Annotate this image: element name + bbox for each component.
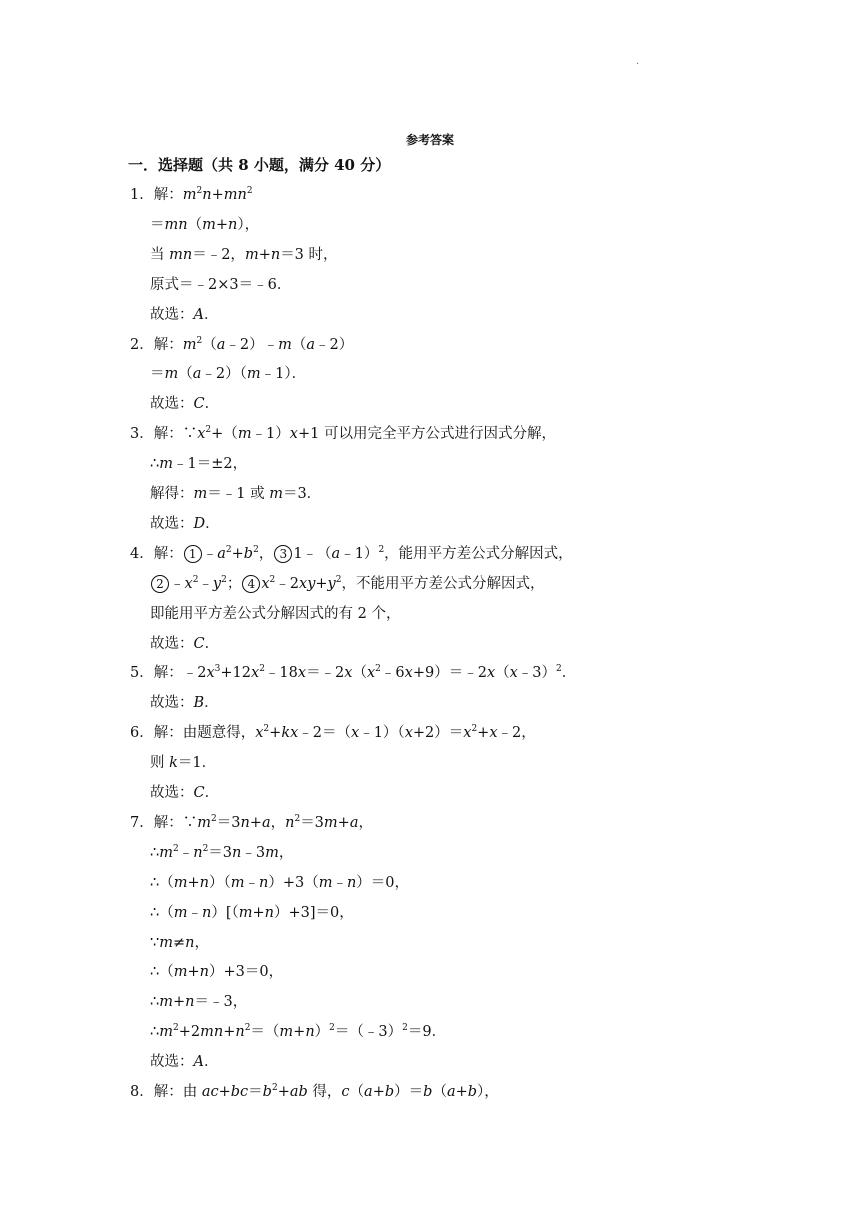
text-run: ＝﹣2， bbox=[192, 247, 245, 263]
exponent: 2 bbox=[172, 1023, 179, 1033]
math-variable: n bbox=[264, 905, 274, 921]
math-variable: y bbox=[212, 576, 222, 592]
text-run: （ bbox=[178, 366, 193, 382]
answer-3-line bbox=[150, 454, 247, 474]
math-variable: n bbox=[270, 247, 281, 263]
text-run: ）+3（ bbox=[268, 875, 319, 891]
exponent: 2 bbox=[210, 814, 217, 824]
text-run: ＝1． bbox=[177, 755, 217, 771]
math-variable: x bbox=[486, 665, 496, 681]
math-variable: n bbox=[258, 875, 269, 891]
math-variable: b bbox=[423, 1084, 433, 1100]
math-variable: m bbox=[202, 217, 216, 233]
text-run: ）+3]＝0， bbox=[274, 905, 354, 921]
math-variable: m bbox=[318, 875, 333, 891]
answer-6-line bbox=[150, 753, 216, 773]
text-run: ﹣1） bbox=[340, 546, 379, 562]
answer-4-line bbox=[150, 634, 219, 654]
exponent: 2 bbox=[375, 664, 381, 674]
text-run: +2）＝ bbox=[412, 725, 464, 741]
text-run: + bbox=[252, 905, 265, 921]
text-run: ﹣2）（ bbox=[201, 366, 247, 382]
math-variable: n bbox=[228, 217, 238, 233]
answer-7-line bbox=[150, 1022, 446, 1042]
answer-number: 4． bbox=[130, 546, 154, 562]
text-run: + bbox=[211, 187, 224, 203]
exponent: 2 bbox=[246, 186, 253, 196]
math-variable: B bbox=[193, 695, 205, 711]
math-variable: n bbox=[346, 875, 357, 891]
text-run: ）＝0， bbox=[356, 875, 410, 891]
math-variable: mn bbox=[200, 1024, 224, 1040]
math-variable: m bbox=[173, 905, 188, 921]
text-run: ﹣1）（ bbox=[359, 725, 405, 741]
text-run: ， bbox=[278, 845, 294, 861]
answer-number: 3． bbox=[130, 426, 154, 442]
text-run: 故选： bbox=[150, 636, 194, 652]
text-run: 故选： bbox=[150, 516, 194, 532]
text-run: ． bbox=[203, 1054, 219, 1070]
math-variable: x bbox=[351, 725, 360, 741]
page-title: 参考答案 bbox=[405, 133, 454, 147]
exponent: 2 bbox=[225, 545, 232, 555]
text-run: ，不能用平方差公式分解因式， bbox=[341, 576, 545, 592]
text-run: ）（ bbox=[208, 875, 231, 891]
math-variable: x bbox=[255, 725, 264, 741]
text-run: 原式＝﹣2×3＝﹣6． bbox=[150, 277, 292, 293]
math-variable: mn bbox=[169, 247, 193, 263]
text-run: ＝ bbox=[248, 1084, 263, 1100]
math-variable: b bbox=[243, 546, 254, 562]
text-run: ∴ bbox=[150, 456, 160, 472]
text-run: + bbox=[231, 546, 244, 562]
math-variable: m bbox=[159, 845, 173, 861]
text-run: ﹣ bbox=[202, 546, 218, 562]
text-run: ﹣6 bbox=[380, 665, 405, 681]
math-variable: a bbox=[446, 1084, 456, 1100]
text-run: ∴（ bbox=[150, 964, 174, 980]
math-variable: ab bbox=[289, 1084, 308, 1100]
text-run: ）， bbox=[237, 217, 260, 233]
math-variable: m bbox=[269, 486, 283, 502]
math-variable: b bbox=[384, 1084, 395, 1100]
text-run: ； bbox=[226, 576, 242, 592]
text-run: ﹣ bbox=[332, 875, 347, 891]
text-run: + bbox=[223, 1024, 236, 1040]
text-run: 故选： bbox=[150, 1054, 194, 1070]
math-variable: a bbox=[192, 366, 202, 382]
math-variable: x bbox=[197, 426, 206, 442]
text-run: ＝3 bbox=[300, 815, 324, 831]
text-run: + bbox=[215, 217, 228, 233]
text-run: + bbox=[455, 1084, 468, 1100]
text-run: ﹣2）﹣ bbox=[225, 337, 279, 353]
answer-number: 6． bbox=[130, 725, 154, 741]
text-run: （ bbox=[202, 337, 217, 353]
math-variable: n bbox=[235, 1024, 245, 1040]
math-variable: x bbox=[206, 665, 215, 681]
text-run: ）[（ bbox=[211, 905, 239, 921]
text-run: 得， bbox=[307, 1084, 342, 1100]
text-run: （ bbox=[291, 337, 307, 353]
exponent: 2 bbox=[192, 575, 199, 585]
answer-1-line bbox=[150, 215, 259, 235]
math-variable: mn bbox=[223, 187, 247, 203]
math-variable: x bbox=[509, 665, 518, 681]
exponent: 2 bbox=[378, 545, 385, 555]
text-run: +（ bbox=[211, 426, 238, 442]
text-run: ≠ bbox=[172, 935, 186, 951]
exponent: 2 bbox=[196, 336, 203, 346]
math-variable: m bbox=[278, 337, 292, 353]
text-run: ∴（ bbox=[150, 905, 174, 921]
text-run: ∴ bbox=[150, 1024, 160, 1040]
math-variable: x bbox=[251, 665, 260, 681]
exponent: 2 bbox=[244, 1023, 251, 1033]
text-run: ﹣1） bbox=[251, 426, 290, 442]
text-run: 解： bbox=[153, 187, 183, 203]
text-run: ＝3． bbox=[282, 486, 322, 502]
text-run: 解： bbox=[153, 546, 183, 562]
text-run: 解：由题意得， bbox=[153, 725, 256, 741]
exponent: 2 bbox=[259, 664, 265, 674]
answer-3-line bbox=[150, 484, 321, 504]
text-run: ∴ bbox=[150, 845, 160, 861]
math-variable: a bbox=[331, 546, 341, 562]
math-variable: n bbox=[185, 935, 195, 951]
math-variable: b bbox=[262, 1084, 272, 1100]
text-run: +1 可以用完全平方公式进行因式分解， bbox=[297, 426, 556, 442]
text-run: +12 bbox=[220, 665, 251, 681]
text-run: 故选： bbox=[150, 396, 194, 412]
text-run: 则 bbox=[150, 755, 170, 771]
answer-7-line bbox=[150, 962, 283, 982]
math-variable: y bbox=[327, 576, 336, 592]
math-variable: m bbox=[237, 426, 252, 442]
math-variable: b bbox=[467, 1084, 478, 1100]
text-run: ﹣2 bbox=[275, 576, 300, 592]
answer-7-first-line bbox=[130, 813, 373, 833]
answer-7-line bbox=[150, 992, 247, 1012]
answer-2-line bbox=[150, 364, 306, 384]
text-run: ，能用平方差公式分解因式， bbox=[384, 546, 573, 562]
text-run: （ bbox=[432, 1084, 447, 1100]
circled-number: 3 bbox=[274, 545, 292, 563]
text-run: ， bbox=[194, 935, 209, 951]
text-run: ﹣ bbox=[187, 905, 202, 921]
text-run: ＝﹣3， bbox=[194, 994, 248, 1010]
text-run: ﹣ bbox=[178, 845, 194, 861]
text-run: 故选： bbox=[150, 307, 194, 323]
text-run: ∴（ bbox=[150, 875, 174, 891]
exponent: 2 bbox=[402, 1023, 408, 1033]
math-variable: x bbox=[366, 665, 376, 681]
math-variable: D bbox=[193, 516, 206, 532]
answer-7-line bbox=[150, 903, 354, 923]
text-run: ） bbox=[314, 1024, 330, 1040]
math-variable: a bbox=[216, 337, 226, 353]
math-variable: bc bbox=[230, 1084, 249, 1100]
text-run: （ bbox=[349, 1084, 365, 1100]
answer-number: 1． bbox=[130, 187, 154, 203]
text-run: ， bbox=[358, 815, 373, 831]
math-variable: a bbox=[306, 337, 316, 353]
answer-number: 8． bbox=[130, 1084, 154, 1100]
text-run: ﹣1＝±2， bbox=[172, 456, 248, 472]
math-variable: m bbox=[246, 366, 261, 382]
math-variable: xy bbox=[299, 576, 316, 592]
math-variable: n bbox=[202, 187, 212, 203]
answer-5-first-line bbox=[130, 663, 576, 683]
text-run: ． bbox=[204, 695, 219, 711]
answer-6-line bbox=[150, 783, 219, 803]
text-run: ﹣3 bbox=[241, 845, 266, 861]
exponent: 2 bbox=[294, 814, 301, 824]
math-variable: m bbox=[244, 247, 259, 263]
answer-8-first-line bbox=[130, 1082, 499, 1102]
text-run: ＝ bbox=[150, 366, 165, 382]
text-run: + bbox=[269, 725, 282, 741]
text-run: 解：∵ bbox=[153, 815, 198, 831]
math-variable: m bbox=[164, 366, 179, 382]
exponent: 3 bbox=[214, 664, 221, 674]
math-variable: n bbox=[199, 875, 209, 891]
math-variable: n bbox=[201, 905, 212, 921]
answer-7-line bbox=[150, 1052, 218, 1072]
math-variable: m bbox=[230, 875, 245, 891]
text-run: ）， bbox=[477, 1084, 499, 1100]
math-variable: x bbox=[489, 725, 498, 741]
exponent: 2 bbox=[556, 664, 562, 674]
math-variable: n bbox=[232, 845, 242, 861]
answer-5-line bbox=[150, 693, 219, 713]
text-run: ∵ bbox=[150, 935, 160, 951]
text-run: ＝3 bbox=[216, 815, 241, 831]
text-run: 解： bbox=[153, 337, 183, 353]
math-variable: x bbox=[184, 576, 193, 592]
text-run: ﹣2， bbox=[497, 725, 536, 741]
math-variable: m bbox=[182, 337, 197, 353]
answer-4-first-line bbox=[130, 544, 573, 564]
math-variable: C bbox=[193, 785, 205, 801]
math-variable: c bbox=[341, 1084, 350, 1100]
text-run: ﹣ bbox=[244, 875, 259, 891]
text-run: ﹣1）． bbox=[260, 366, 307, 382]
answer-7-line bbox=[150, 933, 209, 953]
text-run: 当 bbox=[150, 247, 170, 263]
math-variable: C bbox=[193, 396, 205, 412]
text-run: ， bbox=[258, 546, 274, 562]
text-run: ． bbox=[203, 307, 219, 323]
text-run: + bbox=[315, 576, 328, 592]
math-variable: x bbox=[261, 576, 270, 592]
math-variable: A bbox=[193, 307, 204, 323]
text-run: ﹣2＝（ bbox=[298, 725, 352, 741]
answer-7-line bbox=[150, 843, 293, 863]
text-run: 1﹣（ bbox=[293, 546, 332, 562]
math-variable: mn bbox=[164, 217, 188, 233]
text-run: ＝（ bbox=[250, 1024, 280, 1040]
text-run: ． bbox=[205, 516, 220, 532]
text-run: + bbox=[258, 247, 271, 263]
text-run: ＝9． bbox=[407, 1024, 447, 1040]
answer-6-first-line bbox=[130, 723, 536, 743]
text-run: + bbox=[249, 815, 262, 831]
answer-number: 2． bbox=[130, 337, 154, 353]
text-run: ﹣ bbox=[198, 576, 213, 592]
text-run: 解：由 bbox=[153, 1084, 202, 1100]
text-run: +9）＝﹣2 bbox=[412, 665, 487, 681]
math-variable: m bbox=[197, 815, 211, 831]
math-variable: m bbox=[159, 935, 173, 951]
text-run: 解：∵ bbox=[153, 426, 198, 442]
exponent: 2 bbox=[329, 1023, 335, 1033]
text-run: 解：﹣2 bbox=[153, 665, 207, 681]
exponent: 2 bbox=[202, 844, 209, 854]
text-run: + bbox=[187, 964, 200, 980]
answer-4-line bbox=[150, 604, 400, 624]
text-run: +2 bbox=[178, 1024, 201, 1040]
text-run: 解得： bbox=[150, 486, 194, 502]
math-variable: kx bbox=[281, 725, 299, 741]
exponent: 2 bbox=[196, 186, 203, 196]
exponent: 2 bbox=[271, 1083, 278, 1093]
text-run: ， bbox=[270, 815, 286, 831]
math-variable: x bbox=[297, 665, 307, 681]
math-variable: n bbox=[285, 815, 295, 831]
answer-7-line bbox=[150, 873, 409, 893]
math-variable: x bbox=[344, 665, 353, 681]
math-variable: a bbox=[349, 815, 359, 831]
text-run: ＝3 时， bbox=[280, 247, 338, 263]
text-run: ． bbox=[204, 396, 220, 412]
answer-1-line bbox=[150, 305, 218, 325]
text-run: + bbox=[172, 994, 186, 1010]
exponent: 2 bbox=[221, 575, 227, 585]
circled-number: 4 bbox=[242, 575, 260, 593]
text-run: 故选： bbox=[150, 695, 194, 711]
text-run: + bbox=[218, 1084, 231, 1100]
text-run: ）＝ bbox=[394, 1084, 424, 1100]
page-corner-dot: . bbox=[636, 56, 640, 67]
answer-4-line bbox=[150, 574, 544, 594]
math-variable: m bbox=[159, 456, 173, 472]
answer-2-first-line bbox=[130, 335, 353, 355]
text-run: + bbox=[293, 1024, 306, 1040]
text-run: ﹣18 bbox=[264, 665, 298, 681]
text-run: 即能用平方差公式分解因式的有 2 个， bbox=[150, 606, 401, 622]
exponent: 2 bbox=[253, 545, 259, 555]
exponent: 2 bbox=[335, 575, 342, 585]
exponent: 2 bbox=[269, 575, 276, 585]
text-run: ﹣3） bbox=[517, 665, 557, 681]
text-run: ＝﹣1 或 bbox=[207, 486, 270, 502]
answer-number: 7． bbox=[130, 815, 154, 831]
math-variable: m bbox=[173, 964, 188, 980]
math-variable: n bbox=[193, 845, 203, 861]
text-run: ∴ bbox=[150, 994, 160, 1010]
text-run: ﹣2） bbox=[315, 337, 354, 353]
text-run: （ bbox=[187, 217, 203, 233]
answer-3-first-line bbox=[130, 424, 556, 444]
text-run: （ bbox=[352, 665, 367, 681]
text-run: ＝﹣2 bbox=[306, 665, 345, 681]
math-variable: a bbox=[217, 546, 226, 562]
text-run: + bbox=[277, 1084, 290, 1100]
text-run: + bbox=[477, 725, 490, 741]
math-variable: x bbox=[463, 725, 472, 741]
math-variable: m bbox=[193, 486, 208, 502]
math-variable: n bbox=[305, 1024, 315, 1040]
math-variable: x bbox=[404, 725, 413, 741]
text-run: + bbox=[372, 1084, 385, 1100]
text-run: ． bbox=[561, 665, 577, 681]
text-run: + bbox=[337, 815, 350, 831]
answer-2-line bbox=[150, 394, 219, 414]
math-variable: n bbox=[185, 994, 195, 1010]
math-variable: m bbox=[265, 845, 279, 861]
math-variable: n bbox=[199, 964, 209, 980]
answer-number: 5． bbox=[130, 665, 154, 681]
math-variable: n bbox=[240, 815, 250, 831]
text-run: （ bbox=[495, 665, 510, 681]
math-variable: A bbox=[193, 1054, 204, 1070]
text-run: ＝3 bbox=[208, 845, 233, 861]
math-variable: ac bbox=[201, 1084, 219, 1100]
circled-number: 1 bbox=[184, 545, 202, 563]
math-variable: a bbox=[261, 815, 271, 831]
math-variable: m bbox=[159, 994, 173, 1010]
math-variable: m bbox=[159, 1024, 173, 1040]
section-heading: 一．选择题（共 8 小题，满分 40 分） bbox=[128, 156, 391, 174]
math-variable: k bbox=[169, 755, 178, 771]
answer-1-first-line bbox=[130, 185, 253, 205]
math-variable: m bbox=[182, 187, 197, 203]
circled-number: 2 bbox=[151, 575, 169, 593]
math-variable: m bbox=[238, 905, 253, 921]
answer-3-line bbox=[150, 514, 220, 534]
text-run: ． bbox=[204, 785, 220, 801]
answer-1-line bbox=[150, 275, 291, 295]
text-run: ＝（﹣3） bbox=[334, 1024, 403, 1040]
math-variable: C bbox=[193, 636, 205, 652]
math-variable: x bbox=[404, 665, 413, 681]
math-variable: m bbox=[323, 815, 338, 831]
math-variable: m bbox=[173, 875, 188, 891]
text-run: ． bbox=[204, 636, 220, 652]
answer-1-line bbox=[150, 245, 338, 265]
exponent: 2 bbox=[263, 724, 270, 734]
text-run: ﹣ bbox=[170, 576, 185, 592]
exponent: 2 bbox=[471, 724, 478, 734]
text-run: + bbox=[187, 875, 200, 891]
math-variable: m bbox=[279, 1024, 294, 1040]
exponent: 2 bbox=[172, 844, 179, 854]
text-run: 故选： bbox=[150, 785, 194, 801]
math-variable: a bbox=[364, 1084, 373, 1100]
math-variable: x bbox=[289, 426, 298, 442]
exponent: 2 bbox=[205, 425, 212, 435]
text-run: ＝ bbox=[150, 217, 165, 233]
text-run: ）+3＝0， bbox=[208, 964, 284, 980]
